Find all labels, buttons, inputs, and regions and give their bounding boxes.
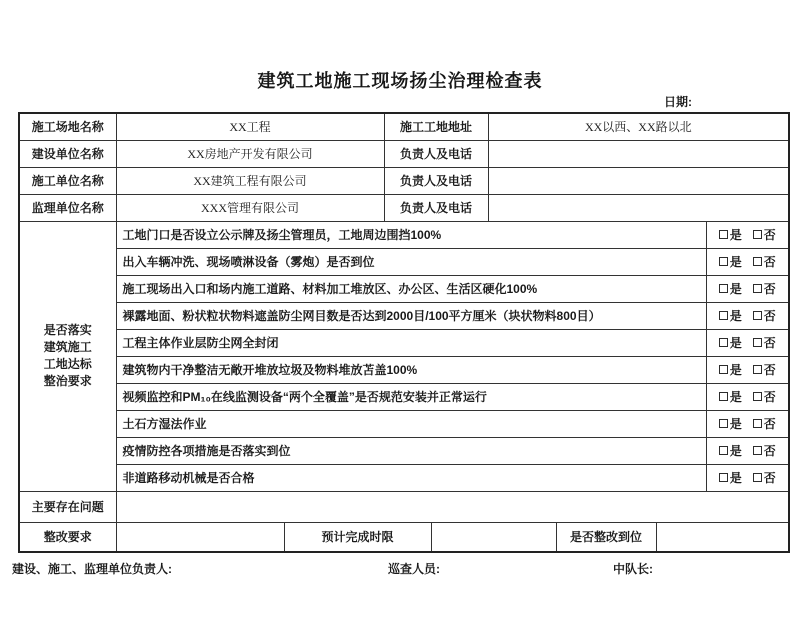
- yes-option: [719, 282, 742, 296]
- yes-label: 是: [729, 254, 742, 269]
- checkbox-icon[interactable]: [753, 392, 762, 401]
- no-label: 否: [763, 416, 776, 431]
- checkbox-icon[interactable]: [753, 419, 762, 428]
- yes-option: [719, 363, 742, 377]
- checklist-item-text: 土石方湿法作业: [116, 410, 706, 437]
- site-name-label: 施工场地名称: [19, 113, 116, 140]
- no-option: [753, 471, 776, 485]
- checklist-item-text: 工地门口是否设立公示牌及扬尘管理员，工地周边围挡100%: [116, 221, 706, 248]
- contractor-contact-label: 负责人及电话: [384, 167, 488, 194]
- checklist-item-text: 裸露地面、粉状粒状物料遮盖防尘网目数是否达到2000目/100平方厘米（块状物料800目）: [116, 302, 706, 329]
- developer-name-label: 建设单位名称: [19, 140, 116, 167]
- no-option: [753, 444, 776, 458]
- yes-option: [719, 444, 742, 458]
- issues-input-area[interactable]: [116, 491, 789, 522]
- checkbox-icon[interactable]: [719, 338, 728, 347]
- date-label: 日期:: [664, 95, 692, 109]
- rectified-input-area[interactable]: [656, 522, 789, 552]
- no-label: 否: [763, 227, 776, 242]
- inspector-label: 巡查人员:: [388, 562, 440, 576]
- yes-label: 是: [729, 362, 742, 377]
- supervisor-contact-field[interactable]: [488, 194, 789, 221]
- no-label: 否: [763, 281, 776, 296]
- info-row-developer: [19, 140, 789, 167]
- yes-label: 是: [729, 416, 742, 431]
- no-option: [753, 363, 776, 377]
- rectify-input-area[interactable]: [116, 522, 284, 552]
- checklist-section-label: [19, 221, 116, 491]
- no-label: 否: [763, 308, 776, 323]
- yes-option: [719, 417, 742, 431]
- checklist-row: [19, 437, 789, 464]
- yes-option: [719, 390, 742, 404]
- yes-label: 是: [729, 227, 742, 242]
- issues-label: 主要存在问题: [19, 491, 116, 522]
- section-label-line: 建筑施工: [43, 340, 92, 354]
- yes-option: [719, 228, 742, 242]
- checklist-row: [19, 248, 789, 275]
- checkbox-icon[interactable]: [753, 284, 762, 293]
- checklist-answer-cell: [706, 410, 789, 437]
- rectify-row: [19, 522, 789, 552]
- checkbox-icon[interactable]: [719, 419, 728, 428]
- section-label-line: 整治要求: [43, 374, 92, 388]
- rectify-label: 整改要求: [19, 522, 116, 552]
- checkbox-icon[interactable]: [753, 446, 762, 455]
- checklist-row: [19, 302, 789, 329]
- yes-label: 是: [729, 308, 742, 323]
- checkbox-icon[interactable]: [719, 257, 728, 266]
- checklist-row: [19, 464, 789, 491]
- checklist-item-text: 视频监控和PM₁₀在线监测设备“两个全覆盖”是否规范安装并正常运行: [116, 383, 706, 410]
- checkbox-icon[interactable]: [753, 338, 762, 347]
- checklist-item-text: 建筑物内干净整洁无敞开堆放垃圾及物料堆放苫盖100%: [116, 356, 706, 383]
- checklist-answer-cell: [706, 248, 789, 275]
- yes-option: [719, 255, 742, 269]
- checkbox-icon[interactable]: [719, 473, 728, 482]
- yes-label: 是: [729, 470, 742, 485]
- no-label: 否: [763, 389, 776, 404]
- checklist-answer-cell: [706, 464, 789, 491]
- info-row-contractor: [19, 167, 789, 194]
- section-label-line: 工地达标: [43, 357, 92, 371]
- developer-contact-label: 负责人及电话: [384, 140, 488, 167]
- checklist-answer-cell: [706, 437, 789, 464]
- yes-option: [719, 309, 742, 323]
- supervisor-name-label: 监理单位名称: [19, 194, 116, 221]
- checkbox-icon[interactable]: [753, 311, 762, 320]
- site-name-value[interactable]: XX工程: [116, 113, 384, 140]
- checkbox-icon[interactable]: [753, 230, 762, 239]
- yes-label: 是: [729, 281, 742, 296]
- contractor-contact-field[interactable]: [488, 167, 789, 194]
- checklist-row: [19, 410, 789, 437]
- no-option: [753, 255, 776, 269]
- checklist-answer-cell: [706, 275, 789, 302]
- supervisor-name-value[interactable]: XXX管理有限公司: [116, 194, 384, 221]
- checklist-item-text: 疫情防控各项措施是否落实到位: [116, 437, 706, 464]
- no-option: [753, 390, 776, 404]
- checklist-row: [19, 275, 789, 302]
- checklist-answer-cell: [706, 221, 789, 248]
- site-address-value[interactable]: XX以西、XX路以北: [488, 113, 789, 140]
- checklist-item-text: 非道路移动机械是否合格: [116, 464, 706, 491]
- checklist-answer-cell: [706, 383, 789, 410]
- checkbox-icon[interactable]: [719, 365, 728, 374]
- no-label: 否: [763, 362, 776, 377]
- checkbox-icon[interactable]: [719, 392, 728, 401]
- no-option: [753, 228, 776, 242]
- checklist-row: [19, 383, 789, 410]
- rectified-label: 是否整改到位: [556, 522, 656, 552]
- checklist-item-text: 施工现场出入口和场内施工道路、材料加工堆放区、办公区、生活区硬化100%: [116, 275, 706, 302]
- no-option: [753, 417, 776, 431]
- no-label: 否: [763, 470, 776, 485]
- deadline-label: 预计完成时限: [284, 522, 431, 552]
- checkbox-icon[interactable]: [719, 230, 728, 239]
- no-label: 否: [763, 443, 776, 458]
- site-address-label: 施工工地地址: [384, 113, 488, 140]
- date-line: [18, 95, 788, 110]
- supervisor-contact-label: 负责人及电话: [384, 194, 488, 221]
- inspection-table: [18, 112, 790, 553]
- no-option: [753, 336, 776, 350]
- no-label: 否: [763, 335, 776, 350]
- signature-line: [0, 560, 800, 580]
- checkbox-icon[interactable]: [753, 365, 762, 374]
- no-label: 否: [763, 254, 776, 269]
- no-option: [753, 309, 776, 323]
- yes-label: 是: [729, 335, 742, 350]
- section-label-line: 是否落实: [43, 323, 92, 337]
- deadline-input-area[interactable]: [431, 522, 556, 552]
- checklist-row: [19, 329, 789, 356]
- yes-option: [719, 336, 742, 350]
- checklist-row: [19, 356, 789, 383]
- info-row-supervisor: [19, 194, 789, 221]
- yes-label: 是: [729, 389, 742, 404]
- page-title: 建筑工地施工现场扬尘治理检查表: [257, 71, 543, 91]
- yes-option: [719, 471, 742, 485]
- developer-name-value[interactable]: XX房地产开发有限公司: [116, 140, 384, 167]
- captain-label: 中队长:: [613, 562, 653, 576]
- unit-heads-label: 建设、施工、监理单位负责人:: [12, 562, 172, 576]
- contractor-name-label: 施工单位名称: [19, 167, 116, 194]
- checklist-answer-cell: [706, 356, 789, 383]
- checklist-item-text: 出入车辆冲洗、现场喷淋设备（雾炮）是否到位: [116, 248, 706, 275]
- checklist-item-text: 工程主体作业层防尘网全封闭: [116, 329, 706, 356]
- no-option: [753, 282, 776, 296]
- info-row-site: [19, 113, 789, 140]
- checklist-row: [19, 221, 789, 248]
- developer-contact-field[interactable]: [488, 140, 789, 167]
- contractor-name-value[interactable]: XX建筑工程有限公司: [116, 167, 384, 194]
- checklist-answer-cell: [706, 302, 789, 329]
- checklist-answer-cell: [706, 329, 789, 356]
- checkbox-icon[interactable]: [753, 473, 762, 482]
- checkbox-icon[interactable]: [719, 284, 728, 293]
- checkbox-icon[interactable]: [719, 446, 728, 455]
- yes-label: 是: [729, 443, 742, 458]
- issues-row: [19, 491, 789, 522]
- checkbox-icon[interactable]: [753, 257, 762, 266]
- checkbox-icon[interactable]: [719, 311, 728, 320]
